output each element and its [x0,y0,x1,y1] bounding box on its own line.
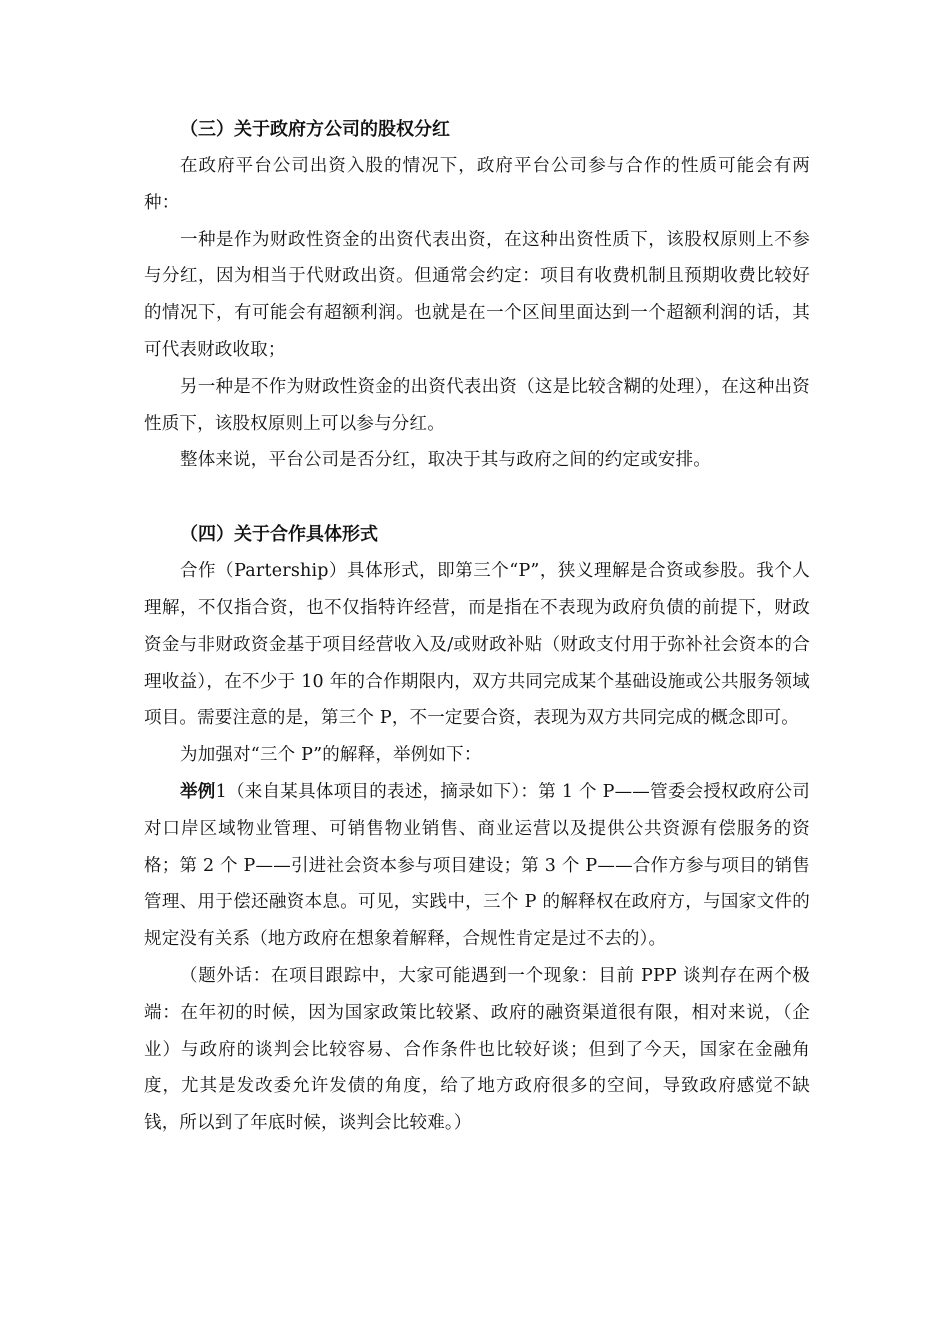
document-body [144,110,810,1142]
section-spacer [144,479,810,517]
section-3-paragraph-1: 在政府平台公司出资入股的情况下，政府平台公司参与合作的性质可能会有两种： [144,156,810,213]
section-3-paragraph-2: 一种是作为财政性资金的出资代表出资，在这种出资性质下，该股权原则上不参与分红，因为相当于代财政出资。但通常会约定：项目有收费机制且预期收费比较好的情况下，有可能会有超额利润。也就是在一个区间里面达到一个超额利润的话，其可代表财政收取； [144,229,810,360]
example-1-body: 1（来自某具体项目的表述，摘录如下）：第 1 个 P——管委会授权政府公司对口岸区域物业管理、可销售物业销售、商业运营以及提供公共资源有偿服务的资格；第 2 个 P——引进社会资本参与项目建设；第 3 个 P——合作方参与项目的销售管理、用于偿还融资本息。可见，实践中，三个 P 的解释权在政府方，与国家文件的规定没有关系（地方政府在想象着解释，合规性肯定是过不去的）。 [144,781,810,950]
section-4-paragraph-2: 为加强对“三个 P”的解释，举例如下： [180,745,482,766]
section-3-paragraph-4: 整体来说，平台公司是否分红，取决于其与政府之间的约定或安排。 [180,450,711,471]
aside-paragraph: （题外话：在项目跟踪中，大家可能遇到一个现象：目前 PPP 谈判存在两个极端：在年初的时候，因为国家政策比较紧、政府的融资渠道很有限，相对来说，（企业）与政府的谈判会比较容易、合作条件也比较好谈；但到了今天，国家在金融角度，尤其是发改委允许发债的角度，给了地方政府很多的空间，导致政府感觉不缺钱，所以到了年底时候，谈判会比较难。） [144,965,810,1134]
example-1-paragraph [144,774,810,958]
section-4-heading: （四）关于合作具体形式 [180,524,378,546]
section-3-paragraph-3: 另一种是不作为财政性资金的出资代表出资（这是比较含糊的处理），在这种出资性质下，该股权原则上可以参与分红。 [144,376,810,434]
section-4-paragraph-1: 合作（Partership）具体形式，即第三个“P”，狭义理解是合资或参股。我个人理解，不仅指合资，也不仅指特许经营，而是指在不表现为政府负债的前提下，财政资金与非财政资金基于项目经营收入及/或财政补贴（财政支付用于弥补社会资本的合理收益），在不少于 10 年的合作期限内，双方共同完成某个基础设施或公共服务领域项目。需要注意的是，第三个 P，不一定要合资，表现为双方共同完成的概念即可。 [144,561,810,729]
section-3-heading: （三）关于政府方公司的股权分红 [180,119,450,140]
example-1-lead: 举例 [180,781,216,802]
